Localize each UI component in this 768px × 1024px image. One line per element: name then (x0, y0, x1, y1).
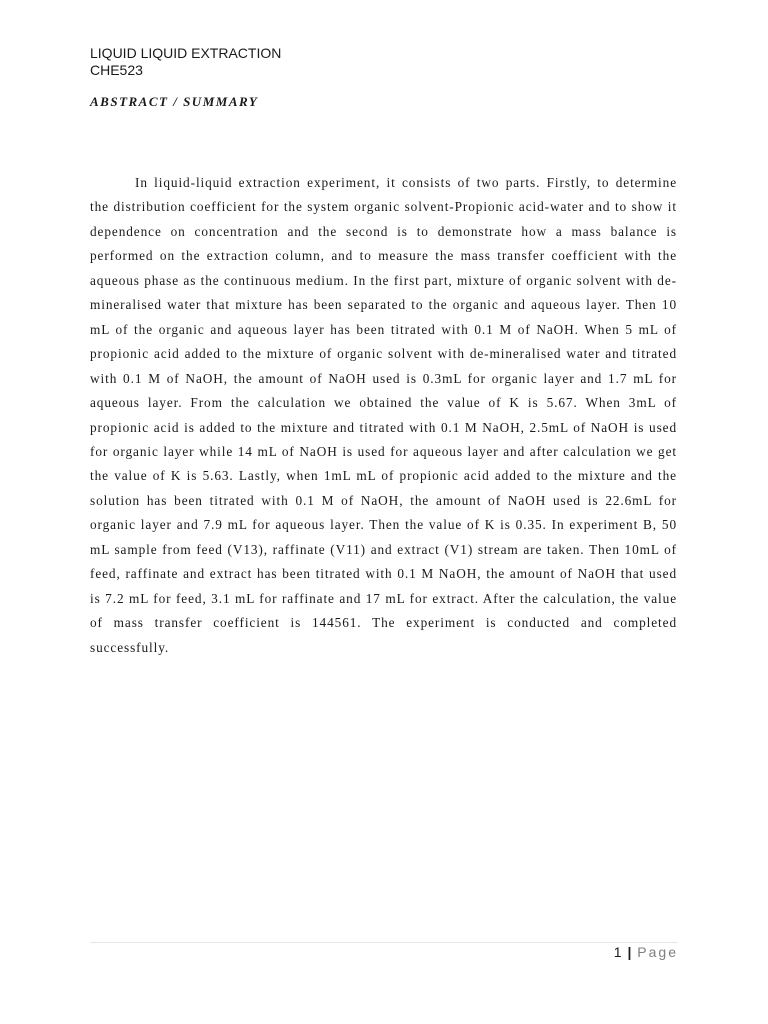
header-title: LIQUID LIQUID EXTRACTION (90, 45, 282, 61)
abstract-paragraph: In liquid-liquid extraction experiment, it consists of two parts. Firstly, to determine the distribution coefficient for the system organic solvent-Propionic acid-water and to show it dependence on concentration and the second is to demonstrate how a mass balance is performed on the extraction column, and to measure the mass transfer coefficient with the aqueous phase as the continuous medium. In the first part, mixture of organic solvent with de-mineralised water that mixture has been separated to the organic and aqueous layer. Then 10 mL of the organic and aqueous layer has been titrated with 0.1 M of NaOH. When 5 mL of propionic acid added to the mixture of organic solvent with de-mineralised water and titrated with 0.1 M of NaOH, the amount of NaOH used is 0.3mL for organic layer and 1.7 mL for aqueous layer. From the calculation we obtained the value of K is 5.67. When 3mL of propionic acid is added to the mixture and titrated with 0.1 M NaOH, 2.5mL of NaOH is used for organic layer while 14 mL of NaOH is used for aqueous layer and after calculation we get the value of K is 5.63. Lastly, when 1mL mL of propionic acid added to the mixture and the solution has been titrated with 0.1 M of NaOH, the amount of NaOH used is 22.6mL for organic layer and 7.9 mL for aqueous layer. Then the value of K is 0.35. In experiment B, 50 mL sample from feed (V13), raffinate (V11) and extract (V1) stream are taken. Then 10mL of feed, raffinate and extract has been titrated with 0.1 M NaOH, the amount of NaOH that used is 7.2 mL for feed, 3.1 mL for raffinate and 17 mL for extract. After the calculation, the value of mass transfer coefficient is 144561. The experiment is conducted and completed successfully. (90, 175, 677, 655)
page-footer (614, 944, 678, 960)
header-course-code: CHE523 (90, 62, 143, 78)
footer-divider (90, 942, 678, 943)
page-separator: | (627, 944, 632, 960)
page-number: 1 (613, 944, 622, 960)
section-title: ABSTRACT / SUMMARY (90, 94, 259, 109)
document-header (90, 45, 281, 79)
page-label: Page (637, 944, 678, 960)
